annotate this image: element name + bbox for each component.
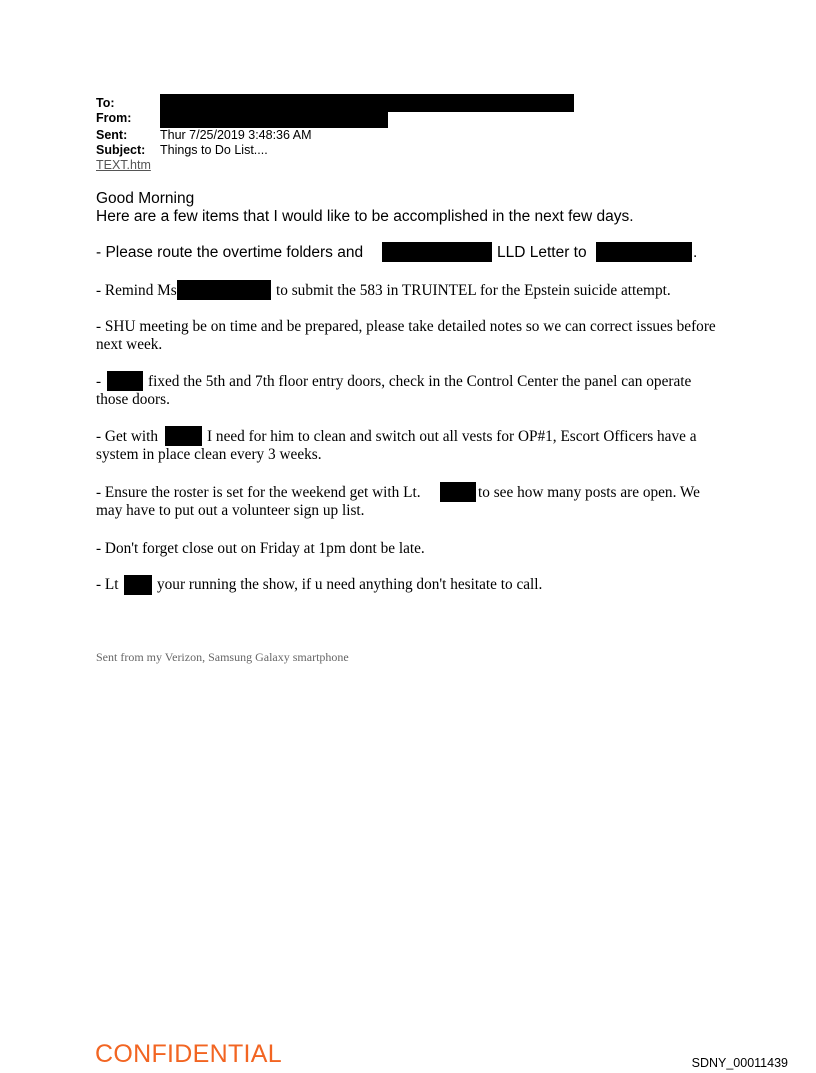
item7-text: - Don't forget close out on Friday at 1pm dont be late.: [96, 540, 425, 557]
item4-redaction: [107, 371, 143, 391]
confidential-stamp: CONFIDENTIAL: [95, 1040, 282, 1068]
item4-text-c: those doors.: [96, 391, 170, 408]
item2-text-a: - Remind Ms: [96, 282, 177, 299]
to-label: To:: [96, 96, 115, 110]
intro-text: Here are a few items that I would like to be accomplished in the next few days.: [96, 208, 634, 225]
sent-value: Thur 7/25/2019 3:48:36 AM: [160, 128, 312, 142]
item8-text-a: - Lt: [96, 576, 119, 593]
item6-redaction: [440, 482, 476, 502]
from-redaction: [160, 111, 388, 128]
item5-redaction: [165, 426, 202, 446]
signature: Sent from my Verizon, Samsung Galaxy smartphone: [96, 650, 349, 664]
bates-number: SDNY_00011439: [691, 1056, 788, 1070]
item8-text-b: your running the show, if u need anything don't hesitate to call.: [157, 576, 543, 593]
item1-redaction-1: [382, 242, 492, 262]
item2-text-b: to submit the 583 in TRUINTEL for the Epstein suicide attempt.: [276, 282, 671, 299]
item5-text-c: system in place clean every 3 weeks.: [96, 446, 322, 463]
subject-label: Subject:: [96, 143, 146, 157]
item4-text-a: -: [96, 373, 102, 390]
item4-text-b: fixed the 5th and 7th floor entry doors, check in the Control Center the panel can operate: [148, 373, 692, 390]
item1-text-a: - Please route the overtime folders and: [96, 244, 364, 261]
item8-redaction: [124, 575, 152, 595]
item6-text-c: may have to put out a volunteer sign up list.: [96, 502, 365, 519]
item1-text-c: .: [693, 244, 698, 261]
item5-text-b: I need for him to clean and switch out all vests for OP#1, Escort Officers have a: [207, 428, 697, 445]
subject-value: Things to Do List....: [160, 143, 268, 157]
item1-redaction-2: [596, 242, 692, 262]
sent-label: Sent:: [96, 128, 128, 142]
item3-text: - SHU meeting be on time and be prepared, please take detailed notes so we can correct issues before next week.: [96, 318, 716, 353]
item5-text-a: - Get with: [96, 428, 159, 445]
item6-text-a: - Ensure the roster is set for the weekend get with Lt.: [96, 484, 421, 501]
greeting: Good Morning: [96, 190, 195, 207]
item2-redaction: [177, 280, 271, 300]
from-label: From:: [96, 111, 132, 125]
attachment-link[interactable]: TEXT.htm: [96, 158, 151, 172]
item6-text-b: to see how many posts are open. We: [478, 484, 700, 501]
item1-text-b: LLD Letter to: [497, 244, 587, 261]
to-redaction: [160, 94, 574, 112]
